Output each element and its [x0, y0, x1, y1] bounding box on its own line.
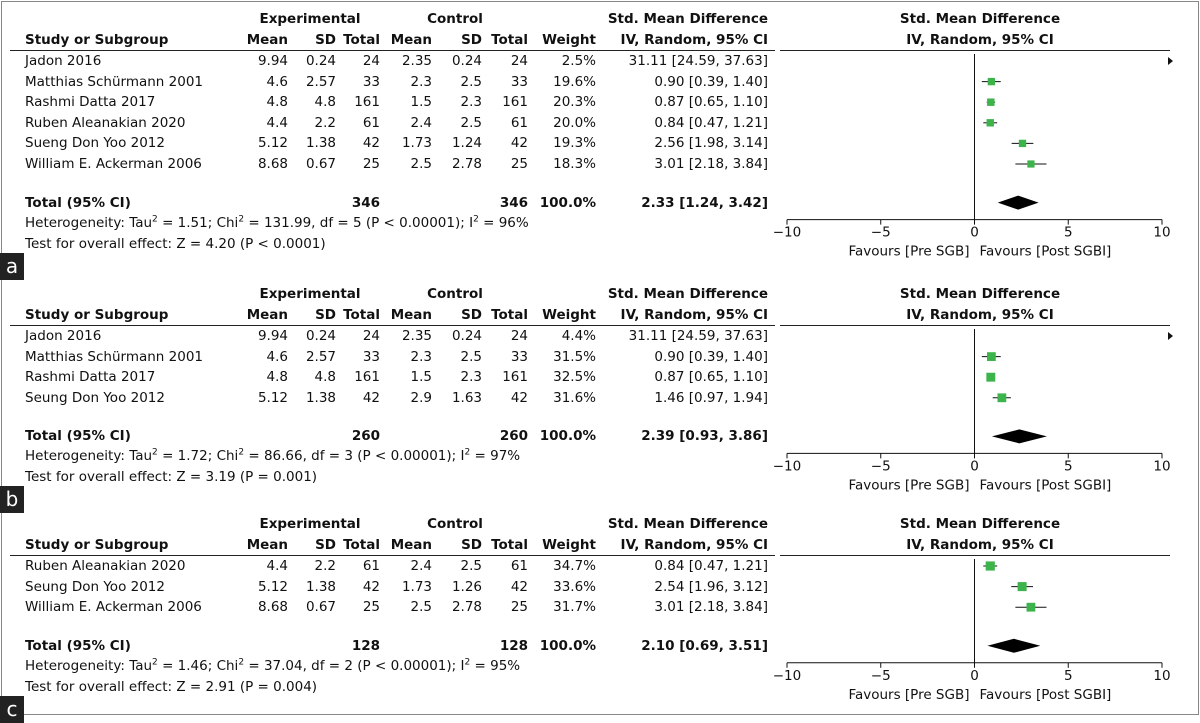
- study-m2: 2.35: [401, 328, 432, 344]
- study-m2: 1.5: [410, 369, 432, 386]
- mean-header-control: Mean: [390, 32, 432, 48]
- heterogeneity-part: = 86.66, df = 3 (P < 0.00001); I: [244, 448, 465, 465]
- study-sd2: 0.24: [451, 328, 482, 344]
- study-sd1: 1.38: [305, 135, 336, 152]
- x-tick-label: 5: [1063, 667, 1073, 684]
- weight-header: Weight: [542, 537, 596, 553]
- study-effect-square: [997, 393, 1006, 402]
- favours-right-label: Favours [Post SGBI]: [979, 686, 1112, 703]
- study-sd2: 1.63: [451, 389, 482, 406]
- weight-header: Weight: [542, 32, 596, 48]
- superscript-2: 2: [464, 447, 471, 458]
- study-m1: 5.12: [257, 389, 288, 406]
- study-sd1: 2.57: [305, 348, 336, 365]
- smd-subheader: IV, Random, 95% CI: [620, 537, 768, 553]
- study-weight: 4.4%: [561, 328, 596, 344]
- favours-left-label: Favours [Pre SGB]: [848, 477, 970, 494]
- total-n-control: 260: [499, 428, 528, 445]
- study-sd1: 1.38: [305, 578, 336, 595]
- study-effect-square: [986, 373, 995, 382]
- smd-header: Std. Mean Difference: [607, 11, 768, 27]
- study-sd2: 2.5: [460, 114, 482, 131]
- favours-right-label: Favours [Post SGBI]: [979, 477, 1112, 494]
- study-m2: 1.5: [410, 94, 432, 111]
- study-n2: 42: [510, 578, 528, 595]
- study-m2: 2.4: [410, 558, 432, 574]
- study-n2: 25: [510, 599, 528, 616]
- study-ci: 2.56 [1.98, 3.14]: [654, 135, 768, 152]
- study-n1: 42: [362, 578, 380, 595]
- smd-subheader: IV, Random, 95% CI: [620, 32, 768, 48]
- forest-plot-svg: [770, 513, 1180, 703]
- study-m1: 8.68: [257, 156, 288, 172]
- study-n2: 42: [510, 135, 528, 152]
- total-header-control: Total: [491, 537, 528, 553]
- study-ci: 31.11 [24.59, 37.63]: [628, 328, 768, 344]
- total-label: Total (95% CI): [25, 637, 131, 654]
- study-effect-square: [1018, 582, 1027, 591]
- plot-subtitle: IV, Random, 95% CI: [906, 307, 1054, 323]
- study-m1: 9.94: [257, 53, 288, 69]
- study-name: William E. Ackerman 2006: [25, 156, 202, 172]
- favours-left-label: Favours [Pre SGB]: [848, 243, 970, 260]
- heterogeneity-part: = 96%: [478, 214, 529, 231]
- plot-subtitle: IV, Random, 95% CI: [906, 537, 1054, 553]
- study-name: Matthias Schürmann 2001: [25, 348, 204, 365]
- heterogeneity-stat: [25, 215, 529, 231]
- study-n2: 61: [510, 114, 528, 131]
- study-sd2: 2.78: [451, 156, 482, 172]
- superscript-2: 2: [152, 657, 158, 668]
- smd-subheader: IV, Random, 95% CI: [620, 307, 768, 323]
- study-ci: 3.01 [2.18, 3.84]: [654, 599, 768, 616]
- study-m1: 4.4: [266, 114, 288, 131]
- study-m2: 2.3: [410, 73, 432, 90]
- pooled-diamond: [998, 196, 1039, 210]
- study-ci: 0.84 [0.47, 1.21]: [654, 114, 768, 131]
- study-weight: 33.6%: [553, 578, 596, 595]
- heterogeneity-part: = 1.72; Chi: [157, 448, 239, 465]
- heterogeneity-part: = 37.04, df = 2 (P < 0.00001); I: [244, 657, 465, 674]
- study-n2: 24: [510, 53, 528, 69]
- control-header: Control: [427, 516, 483, 532]
- x-tick-label: 0: [970, 458, 979, 475]
- experimental-header: Experimental: [259, 286, 361, 302]
- study-m1: 4.8: [266, 94, 288, 111]
- study-m1: 5.12: [257, 578, 288, 595]
- study-n1: 161: [354, 94, 380, 111]
- study-sd1: 1.38: [305, 389, 336, 406]
- study-sd2: 1.24: [451, 135, 482, 152]
- plot-subtitle: IV, Random, 95% CI: [906, 32, 1054, 48]
- heterogeneity-part: = 131.99, df = 5 (P < 0.00001); I: [244, 214, 474, 231]
- study-n1: 61: [362, 558, 380, 574]
- study-sd2: 2.3: [460, 94, 482, 111]
- pooled-diamond: [987, 639, 1040, 653]
- study-sd1: 0.24: [305, 53, 336, 69]
- mean-header-control: Mean: [390, 307, 432, 323]
- total-label: Total (95% CI): [25, 428, 131, 445]
- study-weight: 31.7%: [553, 599, 596, 616]
- study-sd1: 2.57: [305, 73, 336, 90]
- study-n1: 42: [362, 135, 380, 152]
- smd-header: Std. Mean Difference: [607, 516, 768, 532]
- study-n1: 33: [362, 73, 380, 90]
- study-ci: 0.90 [0.39, 1.40]: [654, 73, 768, 90]
- study-sd2: 2.5: [460, 558, 482, 574]
- study-m1: 5.12: [257, 135, 288, 152]
- total-n-control: 128: [499, 637, 528, 654]
- study-n2: 33: [510, 73, 528, 90]
- x-tick-label: −10: [772, 667, 802, 684]
- study-ci: 2.54 [1.96, 3.12]: [654, 578, 768, 595]
- superscript-2: 2: [238, 657, 245, 668]
- panel-label: c: [0, 696, 24, 723]
- study-m2: 2.9: [410, 389, 432, 406]
- study-effect-square: [987, 119, 994, 126]
- forest-plot-svg: [770, 8, 1180, 260]
- mean-header-experimental: Mean: [246, 32, 288, 48]
- sd-header-control: SD: [461, 307, 482, 323]
- mean-header-experimental: Mean: [246, 537, 288, 553]
- mean-header-control: Mean: [390, 537, 432, 553]
- plot-title: Std. Mean Difference: [899, 516, 1061, 532]
- total-header-experimental: Total: [343, 537, 380, 553]
- study-ci: 0.87 [0.65, 1.10]: [654, 369, 768, 386]
- study-m1: 8.68: [257, 599, 288, 616]
- study-weight: 20.3%: [553, 94, 596, 111]
- sd-header-control: SD: [461, 537, 482, 553]
- study-sd1: 4.8: [314, 369, 336, 386]
- heterogeneity-stat: [25, 448, 520, 464]
- total-header-control: Total: [491, 32, 528, 48]
- study-n1: 24: [362, 53, 380, 69]
- heterogeneity-part: = 1.46; Chi: [157, 657, 239, 674]
- heterogeneity-stat: [25, 658, 520, 674]
- forest-plot-svg: [770, 283, 1180, 494]
- header-rule: [10, 325, 775, 326]
- sd-header-experimental: SD: [315, 307, 336, 323]
- superscript-2: 2: [464, 657, 471, 668]
- study-n1: 42: [362, 389, 380, 406]
- overall-effect-test: Test for overall effect: Z = 4.20 (P < 0.0001): [25, 235, 326, 252]
- study-name: Jadon 2016: [25, 328, 102, 344]
- study-name: William E. Ackerman 2006: [25, 599, 202, 616]
- overall-effect-test: Test for overall effect: Z = 3.19 (P = 0.001): [25, 469, 318, 486]
- mean-header-experimental: Mean: [246, 307, 288, 323]
- study-n1: 25: [362, 156, 380, 172]
- study-ci: 0.84 [0.47, 1.21]: [654, 558, 768, 574]
- study-m1: 4.4: [266, 558, 288, 574]
- study-sd2: 2.3: [460, 369, 482, 386]
- header-rule: [10, 50, 775, 51]
- total-weight: 100.0%: [539, 637, 596, 654]
- study-m2: 2.3: [410, 348, 432, 365]
- x-tick-label: 5: [1063, 224, 1073, 241]
- study-column-header: Study or Subgroup: [25, 307, 169, 323]
- study-m1: 4.6: [266, 348, 288, 365]
- overall-effect-test: Test for overall effect: Z = 2.91 (P = 0.004): [25, 678, 318, 695]
- weight-header: Weight: [542, 307, 596, 323]
- study-n2: 25: [510, 156, 528, 172]
- offscale-arrow: [1168, 57, 1173, 65]
- x-tick-label: 5: [1063, 458, 1073, 475]
- total-header-experimental: Total: [343, 307, 380, 323]
- study-n2: 24: [510, 328, 528, 344]
- x-tick-label: 10: [1153, 458, 1171, 475]
- heterogeneity-part: Heterogeneity: Tau: [25, 448, 153, 465]
- plot-title: Std. Mean Difference: [899, 286, 1061, 302]
- study-name: Ruben Aleanakian 2020: [25, 558, 186, 574]
- study-sd1: 0.24: [305, 328, 336, 344]
- total-label: Total (95% CI): [25, 194, 131, 211]
- sd-header-control: SD: [461, 32, 482, 48]
- total-weight: 100.0%: [539, 194, 596, 211]
- study-name: Matthias Schürmann 2001: [25, 73, 204, 90]
- total-n-experimental: 128: [351, 637, 380, 654]
- study-weight: 32.5%: [553, 369, 596, 386]
- study-m2: 2.35: [401, 53, 432, 69]
- study-sd2: 1.26: [451, 578, 482, 595]
- plot-title: Std. Mean Difference: [899, 11, 1061, 27]
- x-tick-label: 10: [1153, 667, 1171, 684]
- study-n2: 161: [502, 369, 528, 386]
- study-name: Jadon 2016: [25, 53, 102, 69]
- heterogeneity-part: = 1.51; Chi: [157, 214, 239, 231]
- superscript-2: 2: [238, 447, 245, 458]
- total-n-control: 346: [499, 194, 528, 211]
- heterogeneity-part: = 95%: [470, 657, 521, 674]
- study-m2: 2.5: [410, 599, 432, 616]
- study-sd2: 2.5: [460, 73, 482, 90]
- study-sd1: 0.67: [305, 156, 336, 172]
- total-ci: 2.10 [0.69, 3.51]: [641, 637, 768, 654]
- sd-header-experimental: SD: [315, 32, 336, 48]
- study-m2: 1.73: [401, 135, 432, 152]
- study-m2: 2.5: [410, 156, 432, 172]
- study-n1: 161: [354, 369, 380, 386]
- total-header-experimental: Total: [343, 32, 380, 48]
- superscript-2: 2: [152, 214, 158, 225]
- study-sd1: 2.2: [314, 114, 336, 131]
- superscript-2: 2: [473, 214, 479, 225]
- study-ci: 1.46 [0.97, 1.94]: [654, 389, 768, 406]
- study-weight: 20.0%: [553, 114, 596, 131]
- x-tick-label: 0: [970, 224, 979, 241]
- x-tick-label: −5: [870, 667, 891, 684]
- total-weight: 100.0%: [539, 428, 596, 445]
- control-header: Control: [427, 286, 483, 302]
- study-weight: 2.5%: [561, 53, 596, 69]
- offscale-arrow: [1168, 332, 1173, 340]
- total-n-experimental: 346: [351, 194, 380, 211]
- study-column-header: Study or Subgroup: [25, 32, 169, 48]
- study-effect-square: [1027, 160, 1034, 167]
- study-effect-square: [988, 78, 995, 85]
- heterogeneity-part: Heterogeneity: Tau: [25, 214, 153, 231]
- study-name: Seung Don Yoo 2012: [25, 578, 165, 595]
- study-sd1: 2.2: [314, 558, 336, 574]
- study-m1: 4.6: [266, 73, 288, 90]
- superscript-2: 2: [238, 214, 245, 225]
- study-m1: 9.94: [257, 328, 288, 344]
- study-n1: 25: [362, 599, 380, 616]
- study-n2: 61: [510, 558, 528, 574]
- study-n2: 161: [502, 94, 528, 111]
- study-n1: 33: [362, 348, 380, 365]
- header-rule: [10, 555, 775, 556]
- study-weight: 31.5%: [553, 348, 596, 365]
- study-effect-square: [987, 98, 994, 105]
- study-sd2: 0.24: [451, 53, 482, 69]
- total-header-control: Total: [491, 307, 528, 323]
- study-weight: 19.6%: [553, 73, 596, 90]
- study-ci: 3.01 [2.18, 3.84]: [654, 156, 768, 172]
- study-sd2: 2.78: [451, 599, 482, 616]
- total-n-experimental: 260: [351, 428, 380, 445]
- study-effect-square: [986, 561, 995, 570]
- superscript-2: 2: [152, 447, 158, 458]
- heterogeneity-part: Heterogeneity: Tau: [25, 657, 153, 674]
- study-n1: 61: [362, 114, 380, 131]
- panel-label: b: [0, 486, 24, 513]
- control-header: Control: [427, 11, 483, 27]
- x-tick-label: −5: [870, 458, 891, 475]
- smd-header: Std. Mean Difference: [607, 286, 768, 302]
- x-tick-label: 10: [1153, 224, 1171, 241]
- experimental-header: Experimental: [259, 516, 361, 532]
- sd-header-experimental: SD: [315, 537, 336, 553]
- study-n1: 24: [362, 328, 380, 344]
- study-sd2: 2.5: [460, 348, 482, 365]
- x-tick-label: −5: [870, 224, 891, 241]
- study-ci: 0.90 [0.39, 1.40]: [654, 348, 768, 365]
- favours-right-label: Favours [Post SGBI]: [979, 243, 1112, 260]
- study-sd1: 4.8: [314, 94, 336, 111]
- x-tick-label: 0: [970, 667, 979, 684]
- heterogeneity-part: = 97%: [470, 448, 521, 465]
- experimental-header: Experimental: [259, 11, 361, 27]
- total-ci: 2.39 [0.93, 3.86]: [641, 428, 768, 445]
- pooled-diamond: [992, 429, 1047, 443]
- study-weight: 19.3%: [553, 135, 596, 152]
- study-m1: 4.8: [266, 369, 288, 386]
- study-m2: 2.4: [410, 114, 432, 131]
- favours-left-label: Favours [Pre SGB]: [848, 686, 970, 703]
- x-tick-label: −10: [772, 224, 802, 241]
- study-name: Rashmi Datta 2017: [25, 94, 156, 111]
- x-tick-label: −10: [772, 458, 802, 475]
- study-name: Rashmi Datta 2017: [25, 369, 156, 386]
- total-ci: 2.33 [1.24, 3.42]: [641, 194, 768, 211]
- study-name: Ruben Aleanakian 2020: [25, 114, 186, 131]
- study-weight: 34.7%: [553, 558, 596, 574]
- study-ci: 0.87 [0.65, 1.10]: [654, 94, 768, 111]
- study-name: Seung Don Yoo 2012: [25, 389, 165, 406]
- study-n2: 42: [510, 389, 528, 406]
- study-effect-square: [987, 352, 996, 361]
- study-ci: 31.11 [24.59, 37.63]: [628, 53, 768, 69]
- study-weight: 18.3%: [553, 156, 596, 172]
- study-effect-square: [1027, 603, 1036, 612]
- study-column-header: Study or Subgroup: [25, 537, 169, 553]
- study-effect-square: [1019, 140, 1026, 147]
- study-name: Sueng Don Yoo 2012: [25, 135, 165, 152]
- study-m2: 1.73: [401, 578, 432, 595]
- study-weight: 31.6%: [553, 389, 596, 406]
- study-sd1: 0.67: [305, 599, 336, 616]
- panel-label: a: [0, 253, 24, 280]
- study-n2: 33: [510, 348, 528, 365]
